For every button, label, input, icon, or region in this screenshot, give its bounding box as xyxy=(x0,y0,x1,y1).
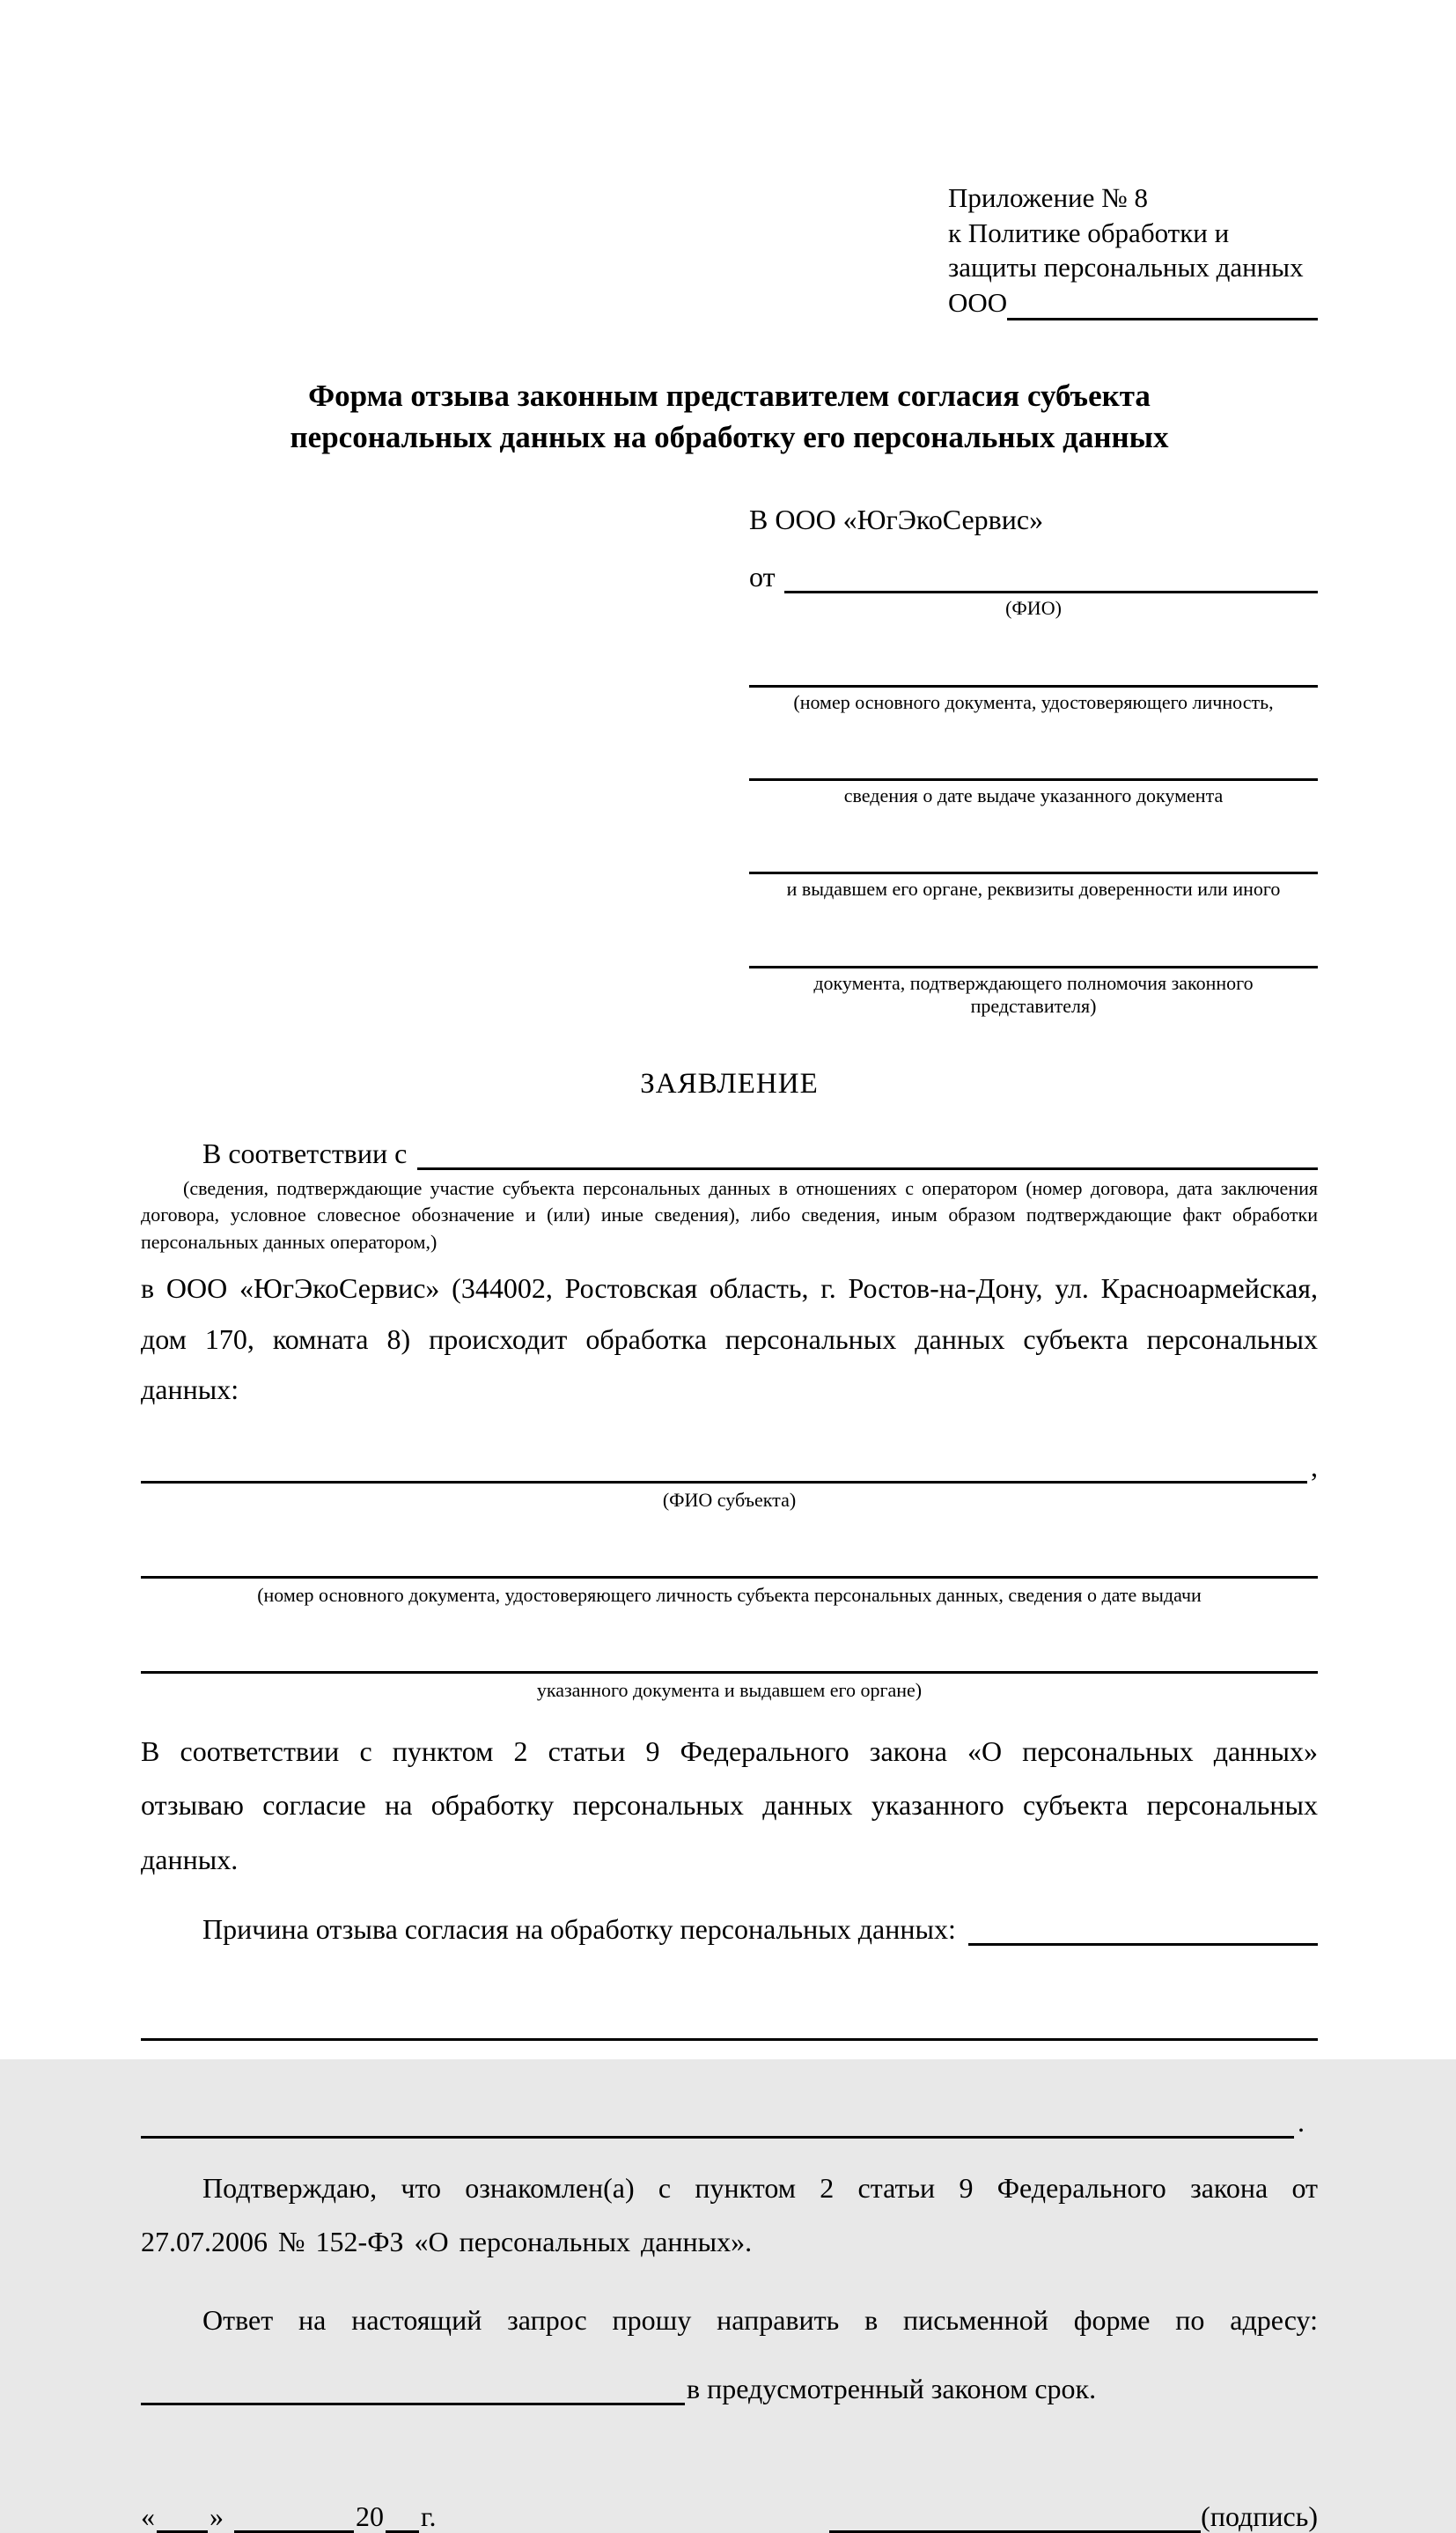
doc-field-caption-2: сведения о дате выдаче указанного документа xyxy=(843,784,1224,806)
doc-field-group-4 xyxy=(749,940,1318,1019)
signature-caption: (подпись) xyxy=(1201,2500,1318,2532)
doc-field-caption-1: (номер основного документа, удостоверяющего личность, xyxy=(793,690,1274,713)
doc-field-group-1 xyxy=(749,659,1318,714)
doc-field-caption-4: документа, подтверждающего полномочия законного представителя) xyxy=(813,971,1254,1018)
addressee-from-row xyxy=(749,561,1318,593)
signature-group xyxy=(829,2500,1318,2533)
addressee-block xyxy=(749,504,1318,1018)
addressee-to: В ООО «ЮгЭкоСервис» xyxy=(749,504,1044,536)
reason-row xyxy=(141,1913,1318,1946)
annex-note-line1: Приложение № 8 xyxy=(948,182,1148,213)
subject-fio-row xyxy=(141,1451,1318,1484)
doc-blank-field-1 xyxy=(749,659,1318,688)
doc-field-group-2 xyxy=(749,753,1318,807)
subject-doc-group-2 xyxy=(141,1646,1318,1702)
fio-caption: (ФИО) xyxy=(1005,597,1062,620)
from-name-blank-field xyxy=(784,564,1318,594)
date-quote-open: « xyxy=(141,2500,155,2532)
reply-address-row xyxy=(141,2373,1318,2405)
annex-ooo-row xyxy=(948,285,1318,320)
doc-blank-field-4 xyxy=(749,940,1318,968)
operator-paragraph: в ООО «ЮгЭкоСервис» (344002, Ростовская область, г. Ростов-на-Дону, ул. Красноармейская, дом 170, комната 8) происходит обработка персональных данных субъекта персональных данных: xyxy=(141,1271,1318,1406)
date-day-blank-field xyxy=(157,2503,208,2533)
reason-blank-field xyxy=(968,1916,1318,1946)
statement-heading: ЗАЯВЛЕНИЕ xyxy=(640,1067,819,1100)
document-title xyxy=(141,375,1318,459)
basis-blank-field xyxy=(417,1140,1318,1170)
confirm-paragraph: Подтверждаю, что ознакомлен(а) с пунктом 2 статьи 9 Федерального закона от 27.07.2006 № 152-ФЗ «О персональных данных». xyxy=(141,2171,1318,2258)
date-group xyxy=(141,2500,437,2533)
date-year-suffix: г. xyxy=(421,2500,437,2532)
annex-ooo-blank-field xyxy=(1007,291,1318,320)
subject-fio-blank-field xyxy=(141,1454,1307,1484)
date-month-blank-field xyxy=(234,2503,354,2533)
reason-blank-field-3 xyxy=(141,2109,1294,2139)
annex-ooo-label: ООО xyxy=(948,287,1008,319)
subject-doc-blank-field-2 xyxy=(141,1646,1318,1674)
subject-doc-caption-1: (номер основного документа, удостоверяющего личность субъекта персональных данных, сведения о дате выдачи xyxy=(257,1583,1202,1606)
reason-blank-row-2 xyxy=(141,2106,1318,2139)
subject-doc-caption-2: указанного документа и выдавшем его органе) xyxy=(536,1678,923,1701)
date-quote-close: » xyxy=(210,2500,224,2532)
intro-caption: (сведения, подтверждающие участие субъекта персональных данных в отношениях с оператором (номер договора, дата заключения договора, условное словесное обозначение и (или) иные сведения), либо сведения, иным образом подтверждающие факт обработки персональных данных оператором,) xyxy=(141,1176,1318,1254)
reply-address-blank-field xyxy=(141,2375,685,2405)
signature-blank-field xyxy=(829,2503,1201,2533)
document-title-line1: Форма отзыва законным представителем согласия субъекта xyxy=(308,378,1151,413)
footer-row xyxy=(141,2500,1318,2533)
doc-field-caption-3: и выдавшем его органе, реквизиты доверенности или иного xyxy=(786,878,1281,901)
reason-blank-period: . xyxy=(1298,2105,1305,2138)
reason-label: Причина отзыва согласия на обработку персональных данных: xyxy=(202,1913,956,1946)
annex-note xyxy=(948,180,1318,320)
reason-blank-field-2 xyxy=(141,2011,1318,2041)
addressee-from-label: от xyxy=(749,561,776,593)
statement-intro-label: В соответствии с xyxy=(202,1137,408,1169)
subject-fio-comma: , xyxy=(1311,1450,1318,1483)
document-title-line2: персональных данных на обработку его персональных данных xyxy=(290,419,1169,454)
statement-intro-row xyxy=(141,1138,1318,1170)
annex-note-line2: к Политике обработки и xyxy=(948,217,1230,248)
date-year-blank-field xyxy=(386,2503,419,2533)
reply-paragraph: Ответ на настоящий запрос прошу направить в письменной форме по адресу: xyxy=(202,2304,1318,2337)
annex-note-line3: защиты персональных данных xyxy=(948,252,1304,283)
doc-blank-field-2 xyxy=(749,753,1318,781)
doc-field-group-3 xyxy=(749,846,1318,901)
subject-doc-group-1 xyxy=(141,1550,1318,1607)
subject-doc-blank-field-1 xyxy=(141,1550,1318,1579)
doc-blank-field-3 xyxy=(749,846,1318,874)
reason-blank-row-1 xyxy=(141,2011,1318,2041)
subject-fio-caption: (ФИО субъекта) xyxy=(662,1488,797,1511)
reply-tail-text: в предусмотренный законом срок. xyxy=(687,2372,1097,2404)
withdraw-paragraph: В соответствии с пунктом 2 статьи 9 Федерального закона «О персональных данных» отзываю согласие на обработку персональных данных указанного субъекта персональных данных. xyxy=(141,1734,1318,1875)
date-year-prefix: 20 xyxy=(356,2500,384,2532)
